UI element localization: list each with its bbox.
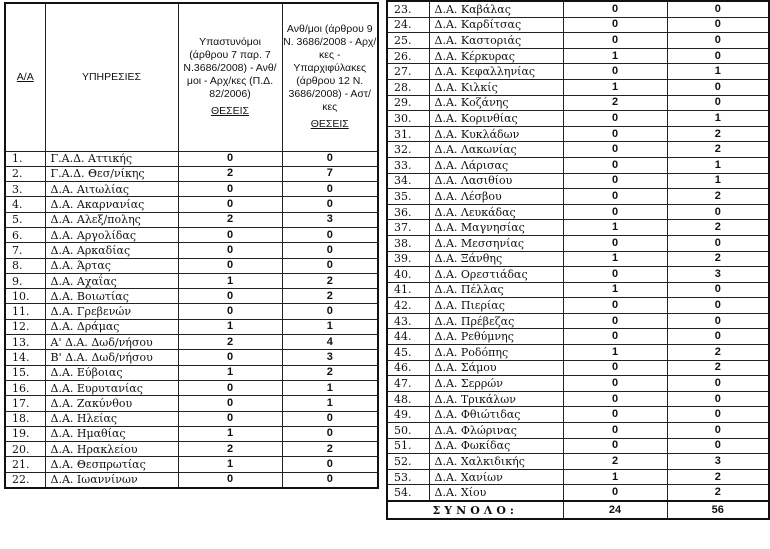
positions-col2: 7 <box>282 166 378 181</box>
table-row <box>5 166 378 181</box>
row-number: 11. <box>5 304 45 319</box>
service-name: Δ.Α. Αχαΐας <box>45 273 178 288</box>
service-name: Δ.Α. Αλεξ/πολης <box>45 212 178 227</box>
table-row <box>387 126 769 142</box>
service-name: Δ.Α. Άρτας <box>45 258 178 273</box>
positions-col2: 0 <box>282 243 378 258</box>
positions-col2: 0 <box>667 1 769 17</box>
positions-col2: 0 <box>282 258 378 273</box>
staffing-table-left <box>4 2 379 489</box>
positions-col1: 0 <box>563 1 667 17</box>
table-row <box>5 396 378 411</box>
positions-col2: 2 <box>667 142 769 158</box>
positions-col1: 0 <box>563 313 667 329</box>
table-row <box>5 289 378 304</box>
table-row <box>387 267 769 283</box>
table-row <box>5 472 378 488</box>
table-row <box>387 251 769 267</box>
service-name: Δ.Α. Αρκαδίας <box>45 243 178 258</box>
table-row <box>387 469 769 485</box>
service-name: Δ.Α. Θεσπρωτίας <box>45 457 178 472</box>
positions-col2: 1 <box>667 111 769 127</box>
row-number: 35. <box>387 189 429 205</box>
positions-col2: 3 <box>667 267 769 283</box>
service-name: Δ.Α. Χαλκιδικής <box>429 454 563 470</box>
table-row <box>387 79 769 95</box>
positions-col2: 0 <box>667 423 769 439</box>
positions-col2: 0 <box>282 457 378 472</box>
positions-col1: 0 <box>563 267 667 283</box>
positions-col2: 0 <box>667 391 769 407</box>
positions-col2: 0 <box>282 411 378 426</box>
positions-col1: 0 <box>563 157 667 173</box>
table-row <box>387 313 769 329</box>
header-col1 <box>178 3 282 151</box>
row-number: 3. <box>5 182 45 197</box>
service-name: Δ.Α. Ημαθίας <box>45 426 178 441</box>
service-name: Δ.Α. Ακαρνανίας <box>45 197 178 212</box>
table-row <box>5 319 378 334</box>
service-name: Δ.Α. Πιερίας <box>429 298 563 314</box>
positions-col1: 1 <box>178 319 282 334</box>
table-row <box>5 442 378 457</box>
positions-col1: 0 <box>563 204 667 220</box>
service-name: Δ.Α. Σερρών <box>429 376 563 392</box>
positions-col2: 2 <box>282 365 378 380</box>
row-number: 10. <box>5 289 45 304</box>
positions-col1: 2 <box>563 95 667 111</box>
table-row <box>5 380 378 395</box>
row-number: 1. <box>5 151 45 166</box>
table-row <box>5 227 378 242</box>
positions-col1: 0 <box>178 350 282 365</box>
service-name: Δ.Α. Ιωαννίνων <box>45 472 178 488</box>
row-number: 20. <box>5 442 45 457</box>
service-name: Δ.Α. Πρέβεζας <box>429 313 563 329</box>
row-number: 54. <box>387 485 429 501</box>
positions-col1: 0 <box>178 411 282 426</box>
positions-col2: 2 <box>667 220 769 236</box>
positions-col1: 1 <box>563 79 667 95</box>
positions-col2: 2 <box>667 251 769 267</box>
positions-col1: 1 <box>563 282 667 298</box>
table-row <box>387 391 769 407</box>
positions-col2: 0 <box>282 426 378 441</box>
positions-col1: 0 <box>563 391 667 407</box>
table-row <box>387 485 769 501</box>
staffing-table-right <box>386 0 770 520</box>
positions-col2: 2 <box>667 345 769 361</box>
service-name: Δ.Α. Λακωνίας <box>429 142 563 158</box>
service-name: Δ.Α. Κυκλάδων <box>429 126 563 142</box>
positions-col2: 2 <box>667 189 769 205</box>
positions-col1: 0 <box>563 142 667 158</box>
positions-col1: 1 <box>178 365 282 380</box>
row-number: 18. <box>5 411 45 426</box>
service-name: Δ.Α. Μεσσηνίας <box>429 235 563 251</box>
row-number: 53. <box>387 469 429 485</box>
positions-col1: 0 <box>563 126 667 142</box>
positions-col2: 0 <box>667 313 769 329</box>
table-row <box>387 157 769 173</box>
positions-col2: 2 <box>282 289 378 304</box>
service-name: Δ.Α. Ζακύνθου <box>45 396 178 411</box>
service-name: Δ.Α. Μαγνησίας <box>429 220 563 236</box>
row-number: 4. <box>5 197 45 212</box>
table-row <box>387 33 769 49</box>
row-number: 13. <box>5 335 45 350</box>
table-row <box>387 142 769 158</box>
header-services: ΥΠΗΡΕΣΙΕΣ <box>45 3 178 151</box>
service-name: Δ.Α. Λασιθίου <box>429 173 563 189</box>
header-aa: Α/Α <box>5 3 45 151</box>
row-number: 23. <box>387 1 429 17</box>
positions-col1: 1 <box>563 220 667 236</box>
positions-col2: 2 <box>282 442 378 457</box>
positions-col2: 0 <box>282 227 378 242</box>
service-name: Δ.Α. Λάρισας <box>429 157 563 173</box>
table-row <box>387 360 769 376</box>
positions-col2: 0 <box>667 329 769 345</box>
service-name: Δ.Α. Ηλείας <box>45 411 178 426</box>
positions-col2: 0 <box>667 33 769 49</box>
service-name: Δ.Α. Καρδίτσας <box>429 17 563 33</box>
row-number: 38. <box>387 235 429 251</box>
table-row <box>387 423 769 439</box>
positions-col2: 0 <box>282 304 378 319</box>
row-number: 36. <box>387 204 429 220</box>
service-name: Δ.Α. Σάμου <box>429 360 563 376</box>
table-row <box>5 426 378 441</box>
total-row <box>387 501 769 519</box>
positions-col1: 1 <box>178 457 282 472</box>
header-col1-text: Υπαστυνόμοι (άρθρου 7 παρ. 7 Ν.3686/2008) - Ανθ/μοι - Αρχ/κες (Π.Δ. 82/2006) <box>183 36 277 101</box>
row-number: 7. <box>5 243 45 258</box>
table-row <box>387 298 769 314</box>
table-row <box>5 411 378 426</box>
row-number: 42. <box>387 298 429 314</box>
positions-col2: 1 <box>667 173 769 189</box>
row-number: 41. <box>387 282 429 298</box>
positions-col2: 0 <box>667 376 769 392</box>
table-row <box>387 376 769 392</box>
header-col2 <box>282 3 378 151</box>
table-row <box>5 304 378 319</box>
positions-col2: 0 <box>282 197 378 212</box>
positions-col2: 0 <box>282 182 378 197</box>
service-name: Δ.Α. Εύβοιας <box>45 365 178 380</box>
positions-col2: 0 <box>667 95 769 111</box>
row-number: 28. <box>387 79 429 95</box>
positions-col1: 2 <box>563 454 667 470</box>
total-label: ΣΥΝΟΛΟ: <box>387 501 563 519</box>
service-name: Δ.Α. Τρικάλων <box>429 391 563 407</box>
positions-col1: 0 <box>563 485 667 501</box>
row-number: 33. <box>387 157 429 173</box>
service-name: Δ.Α. Πέλλας <box>429 282 563 298</box>
positions-col1: 0 <box>563 329 667 345</box>
positions-col2: 2 <box>667 469 769 485</box>
table-row <box>387 282 769 298</box>
positions-col1: 0 <box>563 189 667 205</box>
positions-col1: 2 <box>178 212 282 227</box>
total-col2: 56 <box>667 501 769 519</box>
row-number: 16. <box>5 380 45 395</box>
positions-col2: 0 <box>667 79 769 95</box>
positions-col1: 0 <box>563 360 667 376</box>
row-number: 49. <box>387 407 429 423</box>
positions-col1: 0 <box>563 298 667 314</box>
service-name: Δ.Α. Κορινθίας <box>429 111 563 127</box>
service-name: Δ.Α. Ροδόπης <box>429 345 563 361</box>
row-number: 30. <box>387 111 429 127</box>
row-number: 50. <box>387 423 429 439</box>
positions-col1: 0 <box>563 173 667 189</box>
service-name: Δ.Α. Καστοριάς <box>429 33 563 49</box>
service-name: Δ.Α. Ορεστιάδας <box>429 267 563 283</box>
table-row <box>387 48 769 64</box>
row-number: 34. <box>387 173 429 189</box>
table-row <box>5 212 378 227</box>
positions-col1: 0 <box>178 380 282 395</box>
table-row <box>5 350 378 365</box>
table-row <box>387 1 769 17</box>
positions-col2: 0 <box>667 407 769 423</box>
positions-col1: 0 <box>563 235 667 251</box>
service-name: Δ.Α. Ευρυτανίας <box>45 380 178 395</box>
positions-col1: 0 <box>563 376 667 392</box>
positions-col2: 0 <box>667 298 769 314</box>
row-number: 15. <box>5 365 45 380</box>
table-row <box>387 454 769 470</box>
positions-col1: 0 <box>178 227 282 242</box>
positions-col2: 0 <box>282 472 378 488</box>
service-name: Δ.Α. Αργολίδας <box>45 227 178 242</box>
row-number: 17. <box>5 396 45 411</box>
service-name: Δ.Α. Αιτωλίας <box>45 182 178 197</box>
service-name: Δ.Α. Φθιώτιδας <box>429 407 563 423</box>
positions-col1: 0 <box>563 64 667 80</box>
table-row <box>387 329 769 345</box>
positions-col1: 0 <box>178 289 282 304</box>
service-name: Δ.Α. Λέσβου <box>429 189 563 205</box>
row-number: 22. <box>5 472 45 488</box>
service-name: Δ.Α. Χίου <box>429 485 563 501</box>
service-name: Δ.Α. Κοζάνης <box>429 95 563 111</box>
row-number: 31. <box>387 126 429 142</box>
row-number: 46. <box>387 360 429 376</box>
positions-col1: 0 <box>178 197 282 212</box>
table-row <box>5 197 378 212</box>
row-number: 8. <box>5 258 45 273</box>
table-row <box>5 258 378 273</box>
service-name: Δ.Α. Φωκίδας <box>429 438 563 454</box>
positions-col2: 0 <box>667 282 769 298</box>
positions-col2: 4 <box>282 335 378 350</box>
total-col1: 24 <box>563 501 667 519</box>
row-number: 40. <box>387 267 429 283</box>
table-row <box>5 273 378 288</box>
row-number: 37. <box>387 220 429 236</box>
row-number: 43. <box>387 313 429 329</box>
service-name: Δ.Α. Ρεθύμνης <box>429 329 563 345</box>
positions-col1: 1 <box>563 469 667 485</box>
positions-col1: 0 <box>178 243 282 258</box>
positions-col1: 0 <box>178 472 282 488</box>
table-row <box>5 335 378 350</box>
positions-col1: 0 <box>178 396 282 411</box>
row-number: 14. <box>5 350 45 365</box>
service-name: Δ.Α. Λευκάδας <box>429 204 563 220</box>
service-name: Δ.Α. Κεφαλληνίας <box>429 64 563 80</box>
service-name: Γ.Α.Δ. Αττικής <box>45 151 178 166</box>
service-name: Δ.Α. Βοιωτίας <box>45 289 178 304</box>
positions-col1: 0 <box>178 182 282 197</box>
header-col2-unit: ΘΕΣΕΙΣ <box>310 118 349 131</box>
positions-col1: 1 <box>178 273 282 288</box>
header-col1-unit: ΘΕΣΕΙΣ <box>210 105 250 118</box>
positions-col2: 0 <box>667 48 769 64</box>
row-number: 29. <box>387 95 429 111</box>
table-row <box>387 189 769 205</box>
header-col2-text: Ανθ/μοι (άρθρου 9 Ν. 3686/2008 - Αρχ/κες - Υπαρχιφύλακες (άρθρου 12 Ν. 3686/2008) - Αστ/κες <box>283 23 377 114</box>
positions-col2: 1 <box>667 157 769 173</box>
row-number: 12. <box>5 319 45 334</box>
positions-col2: 0 <box>667 17 769 33</box>
table-row <box>387 95 769 111</box>
table-row <box>5 457 378 472</box>
positions-col1: 1 <box>563 251 667 267</box>
positions-col1: 1 <box>563 48 667 64</box>
positions-col1: 0 <box>178 151 282 166</box>
table-row <box>387 345 769 361</box>
service-name: Β' Δ.Α. Δωδ/νήσου <box>45 350 178 365</box>
table-row <box>387 17 769 33</box>
service-name: Δ.Α. Καβάλας <box>429 1 563 17</box>
row-number: 44. <box>387 329 429 345</box>
table-row <box>5 182 378 197</box>
positions-col1: 1 <box>178 426 282 441</box>
positions-col2: 2 <box>667 126 769 142</box>
positions-col1: 0 <box>563 111 667 127</box>
positions-col2: 2 <box>282 273 378 288</box>
table-row <box>387 204 769 220</box>
positions-col2: 1 <box>282 380 378 395</box>
service-name: Α' Δ.Α. Δωδ/νήσου <box>45 335 178 350</box>
table-row <box>387 235 769 251</box>
row-number: 2. <box>5 166 45 181</box>
positions-col2: 1 <box>282 396 378 411</box>
table-row <box>5 243 378 258</box>
service-name: Δ.Α. Δράμας <box>45 319 178 334</box>
row-number: 51. <box>387 438 429 454</box>
table-row <box>387 111 769 127</box>
row-number: 21. <box>5 457 45 472</box>
row-number: 25. <box>387 33 429 49</box>
positions-col1: 0 <box>563 33 667 49</box>
positions-col2: 2 <box>667 485 769 501</box>
row-number: 5. <box>5 212 45 227</box>
table-row <box>5 151 378 166</box>
positions-col1: 0 <box>563 17 667 33</box>
positions-col1: 0 <box>563 407 667 423</box>
positions-col2: 3 <box>282 212 378 227</box>
row-number: 19. <box>5 426 45 441</box>
service-name: Δ.Α. Γρεβενών <box>45 304 178 319</box>
row-number: 48. <box>387 391 429 407</box>
positions-col2: 3 <box>282 350 378 365</box>
positions-col1: 2 <box>178 335 282 350</box>
table-row <box>387 64 769 80</box>
row-number: 32. <box>387 142 429 158</box>
row-number: 6. <box>5 227 45 242</box>
table-row <box>387 173 769 189</box>
service-name: Δ.Α. Ξάνθης <box>429 251 563 267</box>
table-row <box>387 220 769 236</box>
positions-col2: 3 <box>667 454 769 470</box>
row-number: 47. <box>387 376 429 392</box>
positions-col2: 0 <box>667 438 769 454</box>
row-number: 9. <box>5 273 45 288</box>
table-row <box>5 365 378 380</box>
positions-col1: 0 <box>178 304 282 319</box>
positions-col2: 1 <box>667 64 769 80</box>
service-name: Δ.Α. Κιλκίς <box>429 79 563 95</box>
positions-col2: 2 <box>667 360 769 376</box>
row-number: 52. <box>387 454 429 470</box>
service-name: Δ.Α. Κέρκυρας <box>429 48 563 64</box>
service-name: Δ.Α. Φλώρινας <box>429 423 563 439</box>
table-row <box>387 407 769 423</box>
row-number: 24. <box>387 17 429 33</box>
row-number: 45. <box>387 345 429 361</box>
row-number: 27. <box>387 64 429 80</box>
row-number: 39. <box>387 251 429 267</box>
positions-col2: 1 <box>282 319 378 334</box>
positions-col1: 1 <box>563 345 667 361</box>
positions-col1: 2 <box>178 442 282 457</box>
row-number: 26. <box>387 48 429 64</box>
positions-col2: 0 <box>667 204 769 220</box>
service-name: Δ.Α. Ηρακλείου <box>45 442 178 457</box>
positions-col1: 2 <box>178 166 282 181</box>
positions-col2: 0 <box>667 235 769 251</box>
positions-col1: 0 <box>563 423 667 439</box>
table-row <box>387 438 769 454</box>
positions-col1: 0 <box>563 438 667 454</box>
positions-col2: 0 <box>282 151 378 166</box>
positions-col1: 0 <box>178 258 282 273</box>
service-name: Δ.Α. Χανίων <box>429 469 563 485</box>
service-name: Γ.Α.Δ. Θεσ/νίκης <box>45 166 178 181</box>
